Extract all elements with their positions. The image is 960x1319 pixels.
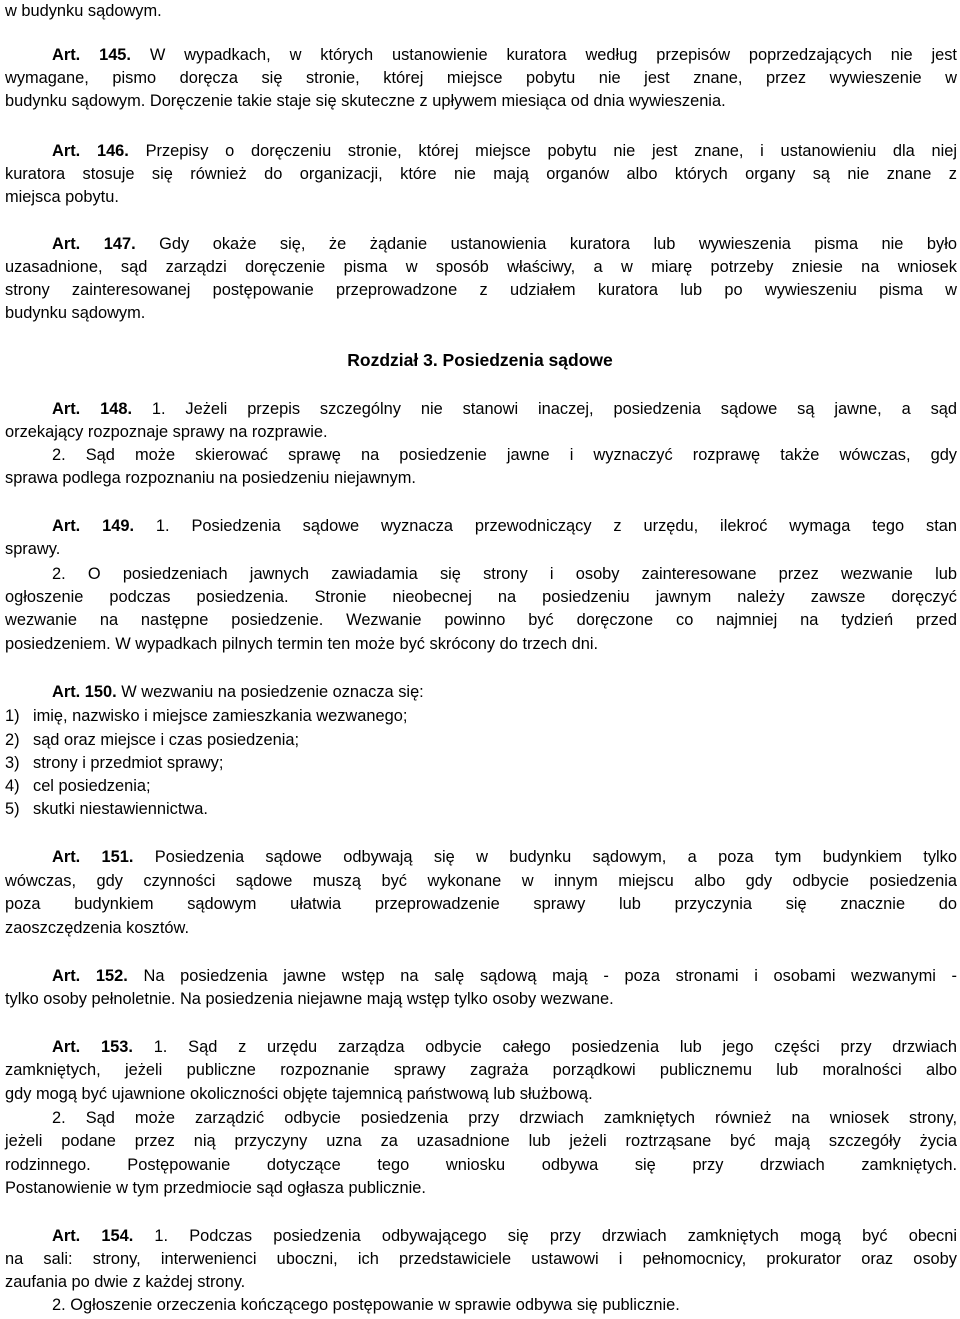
- chapter-heading: Rozdział 3. Posiedzenia sądowe: [347, 350, 613, 370]
- art149-p2-line1: 2. O posiedzeniach jawnych zawiadamia się strony i osoby zainteresowane przez wezwanie lub: [52, 565, 957, 583]
- art145-line3: budynku sądowym. Doręczenie takie staje się skuteczne z upływem miesiąca od dnia wywieszenia.: [5, 92, 726, 110]
- art147-line1: Art. 147. Gdy okaże się, że żądanie ustanowienia kuratora lub wywieszenia pisma nie było: [52, 235, 957, 253]
- art153-p2-line3: rodzinnego. Postępowanie dotyczące tego wniosku odbywa się przy drzwiach zamkniętych.: [5, 1156, 957, 1174]
- art154-p1-line2: na sali: strony, interwenienci uboczni, ich przedstawiciele ustawowi i pełnomocnicy, prokurator oraz osoby: [5, 1250, 957, 1268]
- art154-p2-line1: 2. Ogłoszenie orzeczenia kończącego postępowanie w sprawie odbywa się publicznie.: [52, 1296, 680, 1314]
- art146-line3: miejsca pobytu.: [5, 188, 119, 206]
- art152-line1: Art. 152. Na posiedzenia jawne wstęp na salę sądową mają - poza stronami i osobami wezwanymi -: [52, 967, 957, 985]
- art145-label: Art. 145.: [52, 46, 131, 64]
- art149-p2-line3: wezwanie na następne posiedzenie. Wezwanie powinno być doręczone co najmniej na tydzień przed: [5, 611, 957, 629]
- art148-p1-line2: orzekający rozpoznaje sprawy na rozprawie.: [5, 423, 328, 441]
- art146-line2: kuratora stosuje się również do organizacji, które nie mają organów albo których organy są nie znane z: [5, 165, 957, 183]
- art145-line1: Art. 145. W wypadkach, w których ustanowienie kuratora według przepisów poprzedzających nie jest: [52, 46, 957, 64]
- art146-label: Art. 146.: [52, 142, 129, 160]
- list-item: 5) skutki niestawiennictwa.: [5, 800, 208, 818]
- art151-line3: poza budynkiem sądowym ułatwia przeprowadzenie sprawy lub przyczynia się znacznie do: [5, 895, 957, 913]
- art151-label: Art. 151.: [52, 848, 134, 866]
- list-item: 3) strony i przedmiot sprawy;: [5, 754, 224, 772]
- art152-label: Art. 152.: [52, 967, 128, 985]
- art149-p1-line1: Art. 149. 1. Posiedzenia sądowe wyznacza przewodniczący z urzędu, ilekroć wymaga tego stan: [52, 517, 957, 535]
- art147-line4: budynku sądowym.: [5, 304, 146, 322]
- art147-line3: strony zainteresowanej postępowanie przeprowadzone z udziałem kuratora lub po wywieszeniu pisma w: [5, 281, 957, 299]
- art151-line2: wówczas, gdy czynności sądowe muszą być wykonane w innym miejscu albo gdy odbycie posiedzenia: [5, 872, 957, 890]
- page-header-fragment: w budynku sądowym.: [5, 2, 162, 20]
- art148-label: Art. 148.: [52, 400, 132, 418]
- art145-line2: wymagane, pismo doręcza się stronie, której miejsce pobytu nie jest znane, przez wywieszenie w: [5, 69, 957, 87]
- art149-p2-line4: posiedzeniem. W wypadkach pilnych termin ten może być skrócony do trzech dni.: [5, 635, 599, 653]
- art147-label: Art. 147.: [52, 235, 136, 253]
- art150-label: Art. 150.: [52, 683, 117, 701]
- art153-p1-line1: Art. 153. 1. Sąd z urzędu zarządza odbycie całego posiedzenia lub jego części przy drzwiach: [52, 1038, 957, 1056]
- art153-p2-line4: Postanowienie w tym przedmiocie sąd ogłasza publicznie.: [5, 1179, 426, 1197]
- art151-line1: Art. 151. Posiedzenia sądowe odbywają się w budynku sądowym, a poza tym budynkiem tylko: [52, 848, 957, 866]
- art153-p2-line1: 2. Sąd może zarządzić odbycie posiedzenia przy drzwiach zamkniętych również na wniosek strony,: [52, 1109, 958, 1127]
- art154-label: Art. 154.: [52, 1227, 134, 1245]
- art148-p1-line1: Art. 148. 1. Jeżeli przepis szczególny nie stanowi inaczej, posiedzenia sądowe są jawne, a sąd: [52, 400, 957, 418]
- art148-p2-line2: sprawa podlega rozpoznaniu na posiedzeniu niejawnym.: [5, 469, 416, 487]
- art150-intro: Art. 150. W wezwaniu na posiedzenie oznacza się:: [52, 683, 424, 701]
- art149-p2-line2: ogłoszenie podczas posiedzenia. Stronie nieobecnej na posiedzeniu jawnym należy zawsze doręczyć: [5, 588, 957, 606]
- art148-p2-line1: 2. Sąd może skierować sprawę na posiedzenie jawne i wyznaczyć rozprawę także wówczas, gdy: [52, 446, 958, 464]
- art154-p1-line1: Art. 154. 1. Podczas posiedzenia odbywającego się przy drzwiach zamkniętych mogą być obecni: [52, 1227, 958, 1245]
- art154-p1-line3: zaufania po dwie z każdej strony.: [5, 1273, 246, 1291]
- art153-p1-line2: zamkniętych, jeżeli publiczne rozpoznanie sprawy zagraża porządkowi publicznemu lub moralności albo: [5, 1061, 957, 1079]
- art153-p2-line2: jeżeli podane przez nią przyczyny uzna za uzasadnione lub jeżeli roztrząsane być mają szczegóły życia: [5, 1132, 957, 1150]
- art146-line1: Art. 146. Przepisy o doręczeniu stronie, której miejsce pobytu nie jest znane, i ustanowieniu dla niej: [52, 142, 958, 160]
- art153-p1-line3: gdy mogą być ujawnione okoliczności objęte tajemnicą państwową lub służbową.: [5, 1085, 593, 1103]
- art151-line4: zaoszczędzenia kosztów.: [5, 919, 190, 937]
- list-item: 4) cel posiedzenia;: [5, 777, 151, 795]
- list-item: 2) sąd oraz miejsce i czas posiedzenia;: [5, 731, 300, 749]
- art147-line2: uzasadnione, sąd zarządzi doręczenie pisma w sposób właściwy, a w miarę potrzeby zniesie na wniosek: [5, 258, 957, 276]
- art149-label: Art. 149.: [52, 517, 135, 535]
- art149-p1-line2: sprawy.: [5, 540, 61, 558]
- list-item: 1) imię, nazwisko i miejsce zamieszkania wezwanego;: [5, 707, 408, 725]
- art153-label: Art. 153.: [52, 1038, 133, 1056]
- art152-line2: tylko osoby pełnoletnie. Na posiedzenia niejawne mają wstęp tylko osoby wezwane.: [5, 990, 614, 1008]
